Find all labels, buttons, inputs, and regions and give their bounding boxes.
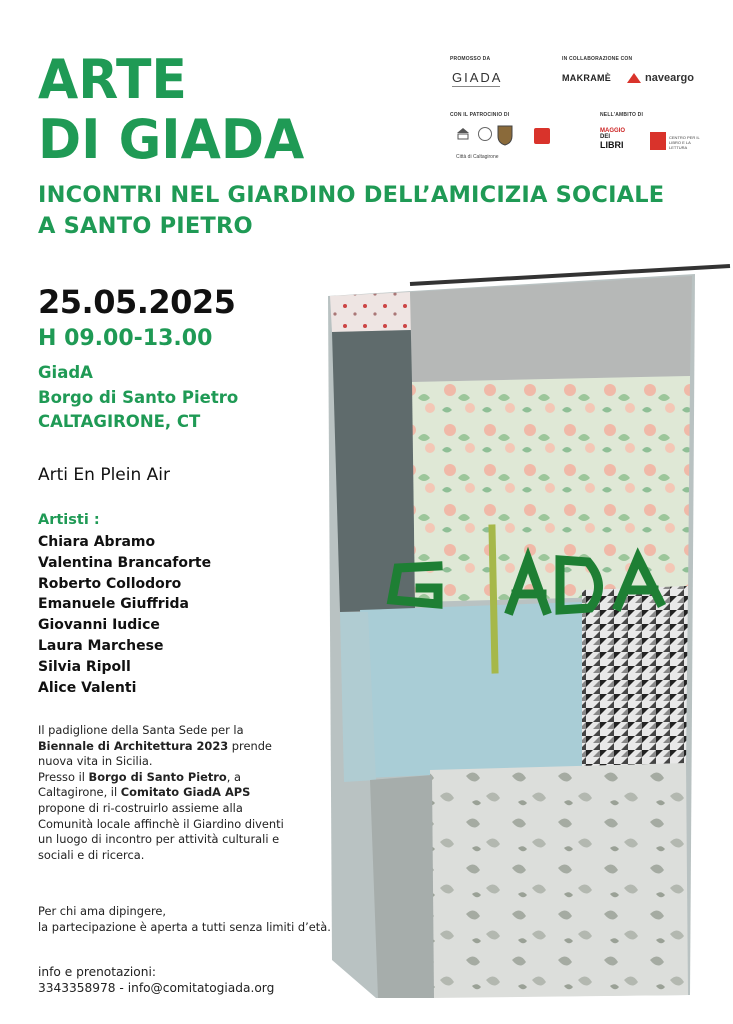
- description-line: nuova vita in Sicilia.: [38, 754, 153, 769]
- event-name: Arti En Plein Air: [38, 465, 171, 485]
- description-line: Biennale di Architettura 2023 prende: [38, 738, 272, 753]
- giada-logo-underline: [452, 86, 500, 91]
- description-line: Presso il Borgo di Santo Pietro, a: [38, 769, 241, 784]
- ambito-label: NELL'AMBITO DI: [600, 112, 644, 118]
- description-line: Il padiglione della Santa Sede per la: [38, 723, 244, 737]
- logos-block: [450, 56, 720, 160]
- giada-logo: GIADA: [452, 70, 503, 85]
- citta-caltagirone-label: Città di Caltagirone: [456, 154, 499, 160]
- centro-libro-icon: [650, 132, 666, 150]
- event-date: 25.05.2025: [38, 283, 236, 321]
- description-line: propone di ri-costruirlo assieme alla: [38, 800, 243, 815]
- description-line: Comunità locale affinchè il Giardino diventi: [38, 816, 284, 831]
- artist-item: Emanuele Giuffrida: [38, 596, 189, 613]
- patrocinio-label: CON IL PATROCINIO DI: [450, 112, 510, 118]
- title-line-2: DI GIADA: [38, 108, 305, 172]
- contact-label: info e prenotazioni:: [38, 965, 156, 979]
- unesco-icon: [456, 126, 470, 140]
- maggio-libri-logo: MAGGIO DEI LIBRI: [600, 128, 625, 150]
- subtitle-line-2: A SANTO PIETRO: [38, 213, 253, 239]
- artist-item: Valentina Brancaforte: [38, 554, 212, 571]
- giada-banner: [320, 260, 733, 1000]
- subtitle-line-1: INCONTRI NEL GIARDINO DELL’AMICIZIA SOCIALE: [38, 182, 665, 208]
- caltagirone-crest-icon: [496, 124, 514, 146]
- centro-libro-label: CENTRO PER IL LIBRO E LA LETTURA: [669, 135, 700, 150]
- contact-block: info e prenotazioni: 3343358978 - info@comitatogiada.org: [38, 965, 275, 995]
- naveargo-icon: [626, 70, 642, 84]
- artist-item: Roberto Collodoro: [38, 575, 182, 592]
- artists-heading: Artisti :: [38, 512, 100, 528]
- event-place: Borgo di Santo Pietro: [38, 387, 239, 407]
- contact-phone[interactable]: 3343358978: [38, 981, 116, 995]
- description: [38, 723, 338, 863]
- description-line: sociali e di ricerca.: [38, 847, 145, 862]
- collaborazione-label: IN COLLABORAZIONE CON: [562, 56, 633, 62]
- description-line: Caltagirone, il Comitato GiadA APS: [38, 785, 251, 800]
- artist-item: Giovanni Iudice: [38, 617, 160, 634]
- event-city: CALTAGIRONE, CT: [38, 412, 201, 431]
- makrame-logo: MAKRAMÈ: [562, 73, 612, 83]
- event-venue: GiadA: [38, 363, 93, 382]
- artist-item: Silvia Ripoll: [38, 658, 131, 675]
- promosso-da-label: PROMOSSO DA: [450, 56, 491, 62]
- red-emblem-icon: [534, 128, 550, 144]
- artist-item: Laura Marchese: [38, 637, 164, 654]
- contact-email[interactable]: info@comitatogiada.org: [127, 981, 275, 995]
- artists-list: [38, 532, 211, 698]
- seal-icon: [478, 127, 492, 141]
- naveargo-logo: naveargo: [645, 72, 694, 84]
- artist-item: Alice Valenti: [38, 679, 137, 696]
- event-hours: H 09.00-13.00: [38, 326, 213, 351]
- title-line-1: ARTE: [38, 48, 187, 112]
- description-line: un luogo di incontro per attività culturali e: [38, 832, 280, 847]
- artist-item: Chiara Abramo: [38, 534, 156, 550]
- participation-note: Per chi ama dipingere, la partecipazione è aperta a tutti senza limiti d’età.: [38, 904, 331, 934]
